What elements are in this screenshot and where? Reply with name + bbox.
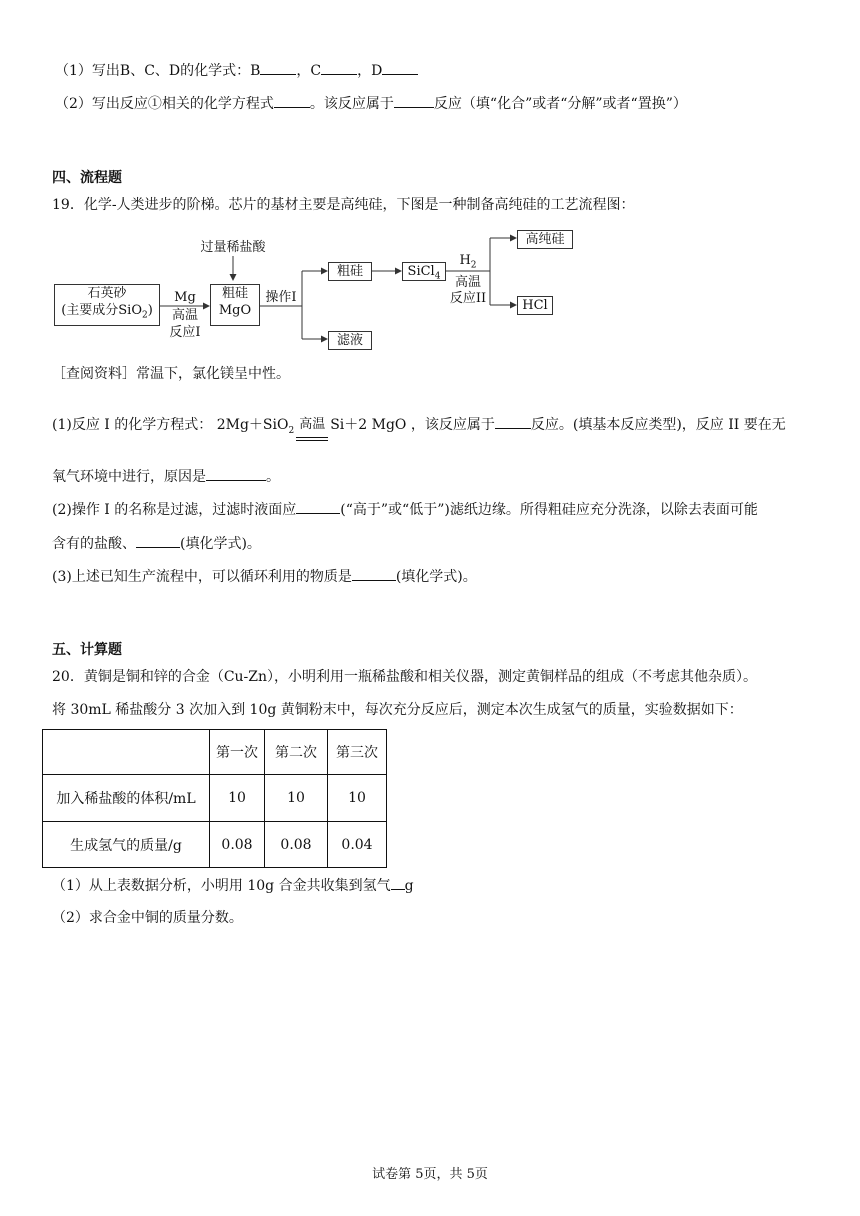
reference-note: ［查阅资料］常温下，氯化镁呈中性。 [52,366,290,382]
q19-sub3: (3)上述已知生产流程中，可以循环利用的物质是 (填化学式)。 [52,566,477,587]
reaction1-label: 反应I [169,325,201,340]
crude-si-box: 粗硅 [328,262,372,281]
answer-blank[interactable] [274,93,310,108]
section-title: 五、计算题 [52,642,122,658]
hcl-box: HCl [517,296,553,315]
table-header-row: 第一次 第二次 第三次 [43,730,387,775]
answer-blank[interactable] [394,93,434,108]
pure-si-box: 高纯硅 [517,230,573,249]
answer-blank[interactable] [495,414,531,429]
answer-blank[interactable] [321,60,357,75]
high-temp-label: 高温 [171,308,198,323]
q20-intro-line1: 20．黄铜是铜和锌的合金（Cu-Zn），小明利用一瓶稀盐酸和相关仪器，测定黄铜样品的组成（不考虑其他杂质）。 [52,669,758,685]
mixture-box: 粗硅 MgO [210,284,260,326]
q19-sub2-line1: (2)操作 I 的名称是过滤，过滤时液面应 (“高于”或“低于”)滤纸边缘。所得粗硅应充分洗涤，以除去表面可能 [52,499,758,520]
h2-label: $H_2$ [459,253,477,271]
q20-sub2: （2）求合金中铜的质量分数。 [52,910,243,926]
table-row: 生成氢气的质量/g 0.08 0.08 0.04 [43,822,387,868]
q19-sub2-line2: 含有的盐酸、 (填化学式)。 [52,533,261,554]
data-table [42,729,387,868]
q20-sub1: （1）从上表数据分析，小明用 10g 合金共收集到氢气 g [52,875,414,896]
q18-part2: （2）写出反应①相关的化学方程式 。该反应属于 反应（填“化合”或者“分解”或者“置换”） [55,93,687,114]
answer-blank[interactable] [352,566,396,581]
acid-label: 过量稀盐酸 [200,240,266,255]
reaction2-label: 反应II [449,291,487,306]
answer-blank[interactable] [382,60,418,75]
answer-blank[interactable] [391,875,405,890]
q19-sub1-line2: 氧气环境中进行，原因是 。 [52,466,280,487]
q20-intro-line2: 将 30mL 稀盐酸分 3 次加入到 10g 黄铜粉末中，每次充分反应后，测定本次生成氢气的质量，实验数据如下： [52,702,743,718]
sicl4-box: SiCl$_4$ [402,262,446,281]
answer-blank[interactable] [136,533,180,548]
answer-blank[interactable] [296,499,340,514]
q18-part1: （1）写出B、C、D的化学式：B ，C ，D [55,60,418,81]
section-title: 四、流程题 [52,170,122,186]
operation1-label: 操作I [265,290,297,305]
answer-blank[interactable] [206,466,266,481]
q19-intro: 19．化学-人类进步的阶梯。芯片的基材主要是高纯硅，下图是一种制备高纯硅的工艺流程图： [52,197,635,213]
process-flowchart [50,228,590,358]
high-temp2-label: 高温 [454,275,481,290]
page-footer: 试卷第 5页，共 5页 [372,1167,488,1182]
mg-label: Mg [174,290,196,305]
answer-blank[interactable] [260,60,296,75]
q19-sub1-line1: (1)反应 I 的化学方程式： 2Mg＋SiO$_2$ 高温 Si＋2 MgO ，该反应属于 反应。(填基本反应类型)，反应 II 要在无 [52,414,786,441]
table-row: 加入稀盐酸的体积/mL 10 10 10 [43,775,387,822]
quartz-sand-box: 石英砂 (主要成分SiO$_2$) [54,284,160,326]
filtrate-box: 滤液 [328,331,372,350]
